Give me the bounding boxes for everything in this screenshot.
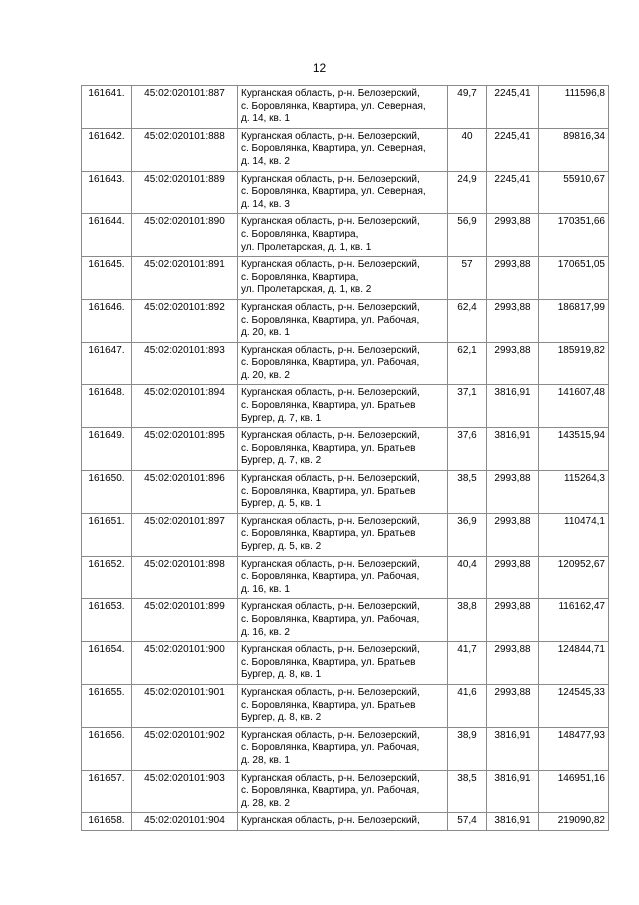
address-cell <box>238 385 448 428</box>
address-cell <box>238 171 448 214</box>
address-line: Бургер, д. 5, кв. 2 <box>241 541 322 552</box>
address-line: Курганская область, р-н. Белозерский, <box>241 601 420 613</box>
table-row <box>82 299 609 342</box>
row-number-cell: 161652. <box>82 556 132 599</box>
cadastral-number-cell: 45:02:020101:896 <box>132 471 238 514</box>
cadastral-value-cell: 124545,33 <box>539 684 609 727</box>
cadastral-value-cell: 55910,67 <box>539 171 609 214</box>
row-number-cell: 161641. <box>82 86 132 129</box>
address-cell <box>238 642 448 685</box>
area-cell: 37,6 <box>448 428 487 471</box>
cadastral-number-cell: 45:02:020101:894 <box>132 385 238 428</box>
address-cell <box>238 556 448 599</box>
address-cell <box>238 428 448 471</box>
cadastral-value-cell: 148477,93 <box>539 727 609 770</box>
area-cell: 56,9 <box>448 214 487 257</box>
address-line: Курганская область, р-н. Белозерский, <box>241 259 420 271</box>
address-line: с. Боровлянка, Квартира, <box>241 271 359 283</box>
area-cell: 62,4 <box>448 299 487 342</box>
cadastral-number-cell: 45:02:020101:892 <box>132 299 238 342</box>
table-row <box>82 813 609 831</box>
address-line: Бургер, д. 7, кв. 1 <box>241 412 322 424</box>
cadastral-value-cell: 219090,82 <box>539 813 609 831</box>
cadastral-value-cell: 185919,82 <box>539 342 609 385</box>
address-line: с. Боровлянка, Квартира, ул. Рабочая, <box>241 314 420 326</box>
cadastral-value-cell: 116162,47 <box>539 599 609 642</box>
address-cell <box>238 128 448 171</box>
table-row <box>82 214 609 257</box>
table-row <box>82 642 609 685</box>
row-number-cell: 161649. <box>82 428 132 471</box>
unit-price-cell: 2993,88 <box>487 556 539 599</box>
address-line: с. Боровлянка, Квартира, ул. Северная, <box>241 143 426 155</box>
address-line: Курганская область, р-н. Белозерский, <box>241 430 420 442</box>
address-line: Курганская область, р-н. Белозерский, <box>241 772 420 784</box>
area-cell: 57 <box>448 257 487 300</box>
address-line: д. 16, кв. 1 <box>241 583 290 595</box>
row-number-cell: 161642. <box>82 128 132 171</box>
unit-price-cell: 3816,91 <box>487 770 539 813</box>
cadastral-number-cell: 45:02:020101:901 <box>132 684 238 727</box>
table-row <box>82 471 609 514</box>
address-line: ул. Пролетарская, д. 1, кв. 1 <box>241 241 372 253</box>
area-cell: 40 <box>448 128 487 171</box>
area-cell: 41,6 <box>448 684 487 727</box>
unit-price-cell: 2993,88 <box>487 214 539 257</box>
address-line: с. Боровлянка, Квартира, ул. Северная, <box>241 186 426 198</box>
address-line: с. Боровлянка, Квартира, ул. Северная, <box>241 100 426 112</box>
page-number: 12 <box>312 61 327 75</box>
cadastral-value-cell: 186817,99 <box>539 299 609 342</box>
unit-price-cell: 2993,88 <box>487 299 539 342</box>
address-line: Бургер, д. 7, кв. 2 <box>241 455 322 467</box>
area-cell: 40,4 <box>448 556 487 599</box>
area-cell: 38,9 <box>448 727 487 770</box>
address-cell <box>238 342 448 385</box>
address-line: Курганская область, р-н. Белозерский, <box>241 558 420 570</box>
row-number-cell: 161647. <box>82 342 132 385</box>
address-line: Бургер, д. 8, кв. 1 <box>241 669 322 681</box>
address-line: с. Боровлянка, Квартира, ул. Рабочая, <box>241 613 420 625</box>
row-number-cell: 161646. <box>82 299 132 342</box>
cadastral-number-cell: 45:02:020101:902 <box>132 727 238 770</box>
address-cell <box>238 257 448 300</box>
address-line: Курганская область, р-н. Белозерский, <box>241 473 420 485</box>
row-number-cell: 161655. <box>82 684 132 727</box>
address-cell <box>238 770 448 813</box>
unit-price-cell: 3816,91 <box>487 428 539 471</box>
cadastral-value-cell: 110474,1 <box>539 513 609 556</box>
cadastral-number-cell: 45:02:020101:888 <box>132 128 238 171</box>
cadastral-number-cell: 45:02:020101:900 <box>132 642 238 685</box>
table-row <box>82 257 609 300</box>
address-line: Бургер, д. 5, кв. 1 <box>241 498 322 510</box>
address-line: Курганская область, р-н. Белозерский, <box>241 130 420 142</box>
address-line: с. Боровлянка, Квартира, ул. Рабочая, <box>241 571 420 583</box>
address-line: с. Боровлянка, Квартира, ул. Братьев <box>241 485 416 497</box>
cadastral-number-cell: 45:02:020101:887 <box>132 86 238 129</box>
unit-price-cell: 2245,41 <box>487 86 539 129</box>
row-number-cell: 161650. <box>82 471 132 514</box>
area-cell: 24,9 <box>448 171 487 214</box>
address-line: д. 28, кв. 1 <box>241 754 290 766</box>
address-cell <box>238 684 448 727</box>
cadastral-value-cell: 89816,34 <box>539 128 609 171</box>
cadastral-value-cell: 170351,66 <box>539 214 609 257</box>
cadastral-number-cell: 45:02:020101:897 <box>132 513 238 556</box>
address-line: д. 16, кв. 2 <box>241 626 290 638</box>
cadastral-value-cell: 141607,48 <box>539 385 609 428</box>
address-line: Курганская область, р-н. Белозерский, <box>241 173 420 185</box>
unit-price-cell: 2993,88 <box>487 684 539 727</box>
address-line: Курганская область, р-н. Белозерский, <box>241 815 420 827</box>
address-line: д. 20, кв. 1 <box>241 327 290 339</box>
address-line: д. 14, кв. 1 <box>241 113 290 125</box>
unit-price-cell: 2993,88 <box>487 342 539 385</box>
cadastral-number-cell: 45:02:020101:904 <box>132 813 238 831</box>
cadastral-value-cell: 146951,16 <box>539 770 609 813</box>
row-number-cell: 161645. <box>82 257 132 300</box>
address-line: Бургер, д. 8, кв. 2 <box>241 712 322 724</box>
table-row <box>82 770 609 813</box>
property-registry-table <box>81 85 609 831</box>
address-line: Курганская область, р-н. Белозерский, <box>241 216 420 228</box>
address-line: с. Боровлянка, Квартира, ул. Братьев <box>241 699 416 711</box>
unit-price-cell: 3816,91 <box>487 385 539 428</box>
unit-price-cell: 2245,41 <box>487 171 539 214</box>
address-line: Курганская область, р-н. Белозерский, <box>241 515 420 527</box>
cadastral-value-cell: 111596,8 <box>539 86 609 129</box>
row-number-cell: 161654. <box>82 642 132 685</box>
address-cell <box>238 727 448 770</box>
table-row <box>82 428 609 471</box>
address-cell <box>238 813 448 831</box>
cadastral-value-cell: 120952,67 <box>539 556 609 599</box>
area-cell: 36,9 <box>448 513 487 556</box>
address-line: Курганская область, р-н. Белозерский, <box>241 644 420 656</box>
table-row <box>82 727 609 770</box>
row-number-cell: 161651. <box>82 513 132 556</box>
address-line: с. Боровлянка, Квартира, ул. Братьев <box>241 656 416 668</box>
address-cell <box>238 214 448 257</box>
area-cell: 37,1 <box>448 385 487 428</box>
row-number-cell: 161653. <box>82 599 132 642</box>
area-cell: 38,5 <box>448 770 487 813</box>
row-number-cell: 161648. <box>82 385 132 428</box>
cadastral-number-cell: 45:02:020101:898 <box>132 556 238 599</box>
cadastral-number-cell: 45:02:020101:891 <box>132 257 238 300</box>
address-line: с. Боровлянка, Квартира, ул. Рабочая, <box>241 742 420 754</box>
unit-price-cell: 3816,91 <box>487 727 539 770</box>
address-line: с. Боровлянка, Квартира, <box>241 228 359 240</box>
table-row <box>82 513 609 556</box>
address-line: д. 14, кв. 3 <box>241 198 290 210</box>
address-cell <box>238 299 448 342</box>
cadastral-number-cell: 45:02:020101:893 <box>132 342 238 385</box>
table-row <box>82 128 609 171</box>
address-cell <box>238 86 448 129</box>
cadastral-number-cell: 45:02:020101:903 <box>132 770 238 813</box>
address-cell <box>238 513 448 556</box>
area-cell: 49,7 <box>448 86 487 129</box>
row-number-cell: 161657. <box>82 770 132 813</box>
address-line: Курганская область, р-н. Белозерский, <box>241 301 420 313</box>
unit-price-cell: 2993,88 <box>487 471 539 514</box>
unit-price-cell: 2993,88 <box>487 513 539 556</box>
address-line: с. Боровлянка, Квартира, ул. Братьев <box>241 528 416 540</box>
table-row <box>82 86 609 129</box>
unit-price-cell: 2993,88 <box>487 642 539 685</box>
address-line: Курганская область, р-н. Белозерский, <box>241 344 420 356</box>
address-line: Курганская область, р-н. Белозерский, <box>241 88 420 99</box>
area-cell: 41,7 <box>448 642 487 685</box>
unit-price-cell: 3816,91 <box>487 813 539 831</box>
row-number-cell: 161658. <box>82 813 132 831</box>
row-number-cell: 161643. <box>82 171 132 214</box>
address-line: с. Боровлянка, Квартира, ул. Рабочая, <box>241 357 420 369</box>
cadastral-value-cell: 124844,71 <box>539 642 609 685</box>
address-line: с. Боровлянка, Квартира, ул. Рабочая, <box>241 785 420 797</box>
row-number-cell: 161644. <box>82 214 132 257</box>
address-line: ул. Пролетарская, д. 1, кв. 2 <box>241 284 372 296</box>
address-line: д. 14, кв. 2 <box>241 155 290 167</box>
cadastral-value-cell: 143515,94 <box>539 428 609 471</box>
address-line: Курганская область, р-н. Белозерский, <box>241 686 420 698</box>
unit-price-cell: 2245,41 <box>487 128 539 171</box>
cadastral-number-cell: 45:02:020101:889 <box>132 171 238 214</box>
address-cell <box>238 599 448 642</box>
address-line: с. Боровлянка, Квартира, ул. Братьев <box>241 442 416 454</box>
unit-price-cell: 2993,88 <box>487 257 539 300</box>
cadastral-value-cell: 170651,05 <box>539 257 609 300</box>
area-cell: 38,5 <box>448 471 487 514</box>
registry-table-body <box>82 86 609 831</box>
address-cell <box>238 471 448 514</box>
area-cell: 62,1 <box>448 342 487 385</box>
cadastral-number-cell: 45:02:020101:890 <box>132 214 238 257</box>
cadastral-value-cell: 115264,3 <box>539 471 609 514</box>
address-line: д. 28, кв. 2 <box>241 797 290 809</box>
table-row <box>82 556 609 599</box>
cadastral-number-cell: 45:02:020101:895 <box>132 428 238 471</box>
area-cell: 38,8 <box>448 599 487 642</box>
area-cell: 57,4 <box>448 813 487 831</box>
table-row <box>82 684 609 727</box>
row-number-cell: 161656. <box>82 727 132 770</box>
address-line: Курганская область, р-н. Белозерский, <box>241 387 420 399</box>
cadastral-number-cell: 45:02:020101:899 <box>132 599 238 642</box>
address-line: Курганская область, р-н. Белозерский, <box>241 729 420 741</box>
unit-price-cell: 2993,88 <box>487 599 539 642</box>
table-row <box>82 342 609 385</box>
address-line: с. Боровлянка, Квартира, ул. Братьев <box>241 400 416 412</box>
table-row <box>82 385 609 428</box>
address-line: д. 20, кв. 2 <box>241 369 290 381</box>
table-row <box>82 171 609 214</box>
table-row <box>82 599 609 642</box>
